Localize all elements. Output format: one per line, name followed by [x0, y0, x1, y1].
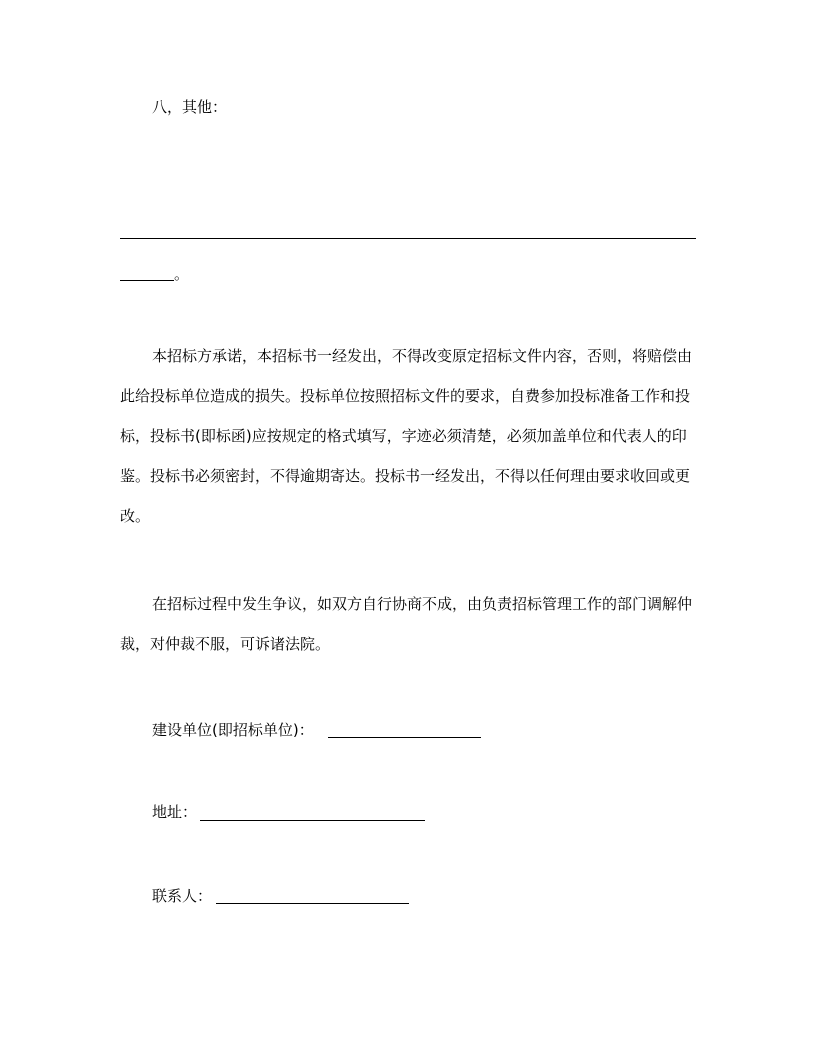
address-label: 地址：	[152, 803, 198, 821]
blank-line-full	[120, 238, 696, 239]
contact-input-line[interactable]	[216, 903, 409, 904]
address-input-line[interactable]	[200, 820, 425, 821]
builder-input-line[interactable]	[328, 737, 481, 738]
paragraph-dispute: 在招标过程中发生争议，如双方自行协商不成，由负责招标管理工作的部门调解仲裁，对仲裁不服，可诉诸法院。	[120, 595, 693, 653]
blank-line-short	[120, 280, 174, 281]
builder-label: 建设单位(即招标单位)：	[152, 721, 314, 739]
paragraph-commitment: 本招标方承诺，本招标书一经发出，不得改变原定招标文件内容，否则，将赔偿由此给投标单位造成的损失。投标单位按照招标文件的要求，自费参加投标准备工作和投标，投标书(即标函)应按规定的格式填写，字迹必须清楚，必须加盖单位和代表人的印鉴。投标书必须密封，不得逾期寄达。投标书一经发出，不得以任何理由要求收回或更改。	[120, 347, 693, 525]
blank-period: 。	[174, 265, 190, 283]
contact-label: 联系人：	[152, 887, 213, 905]
section-heading: 八，其他：	[152, 98, 228, 116]
